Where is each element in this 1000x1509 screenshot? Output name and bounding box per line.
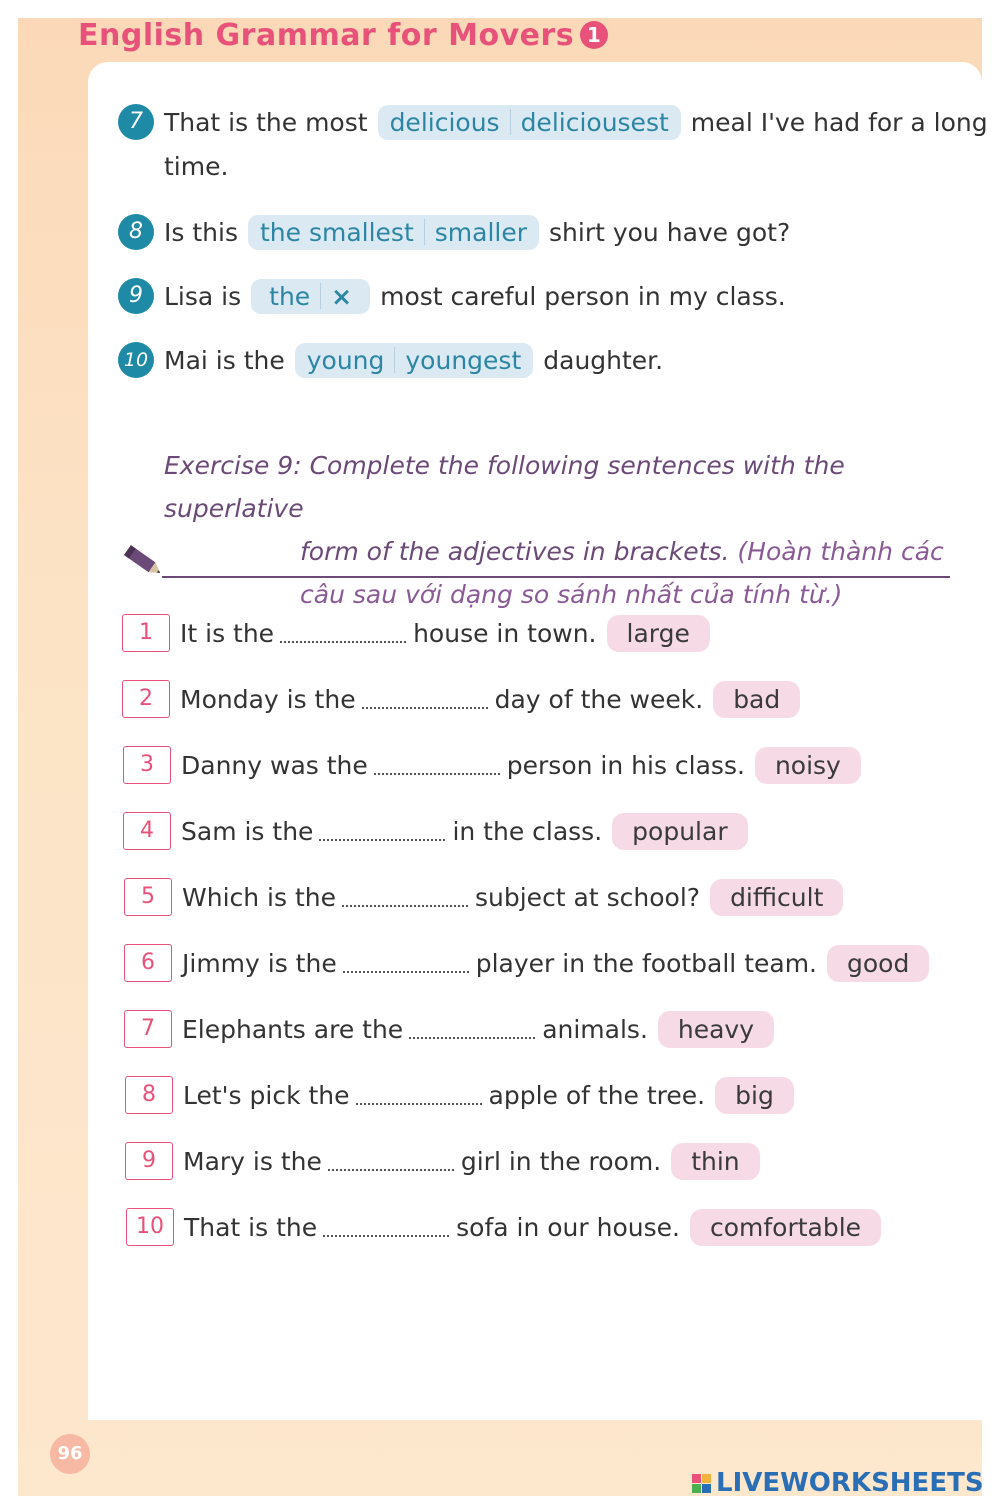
instruction-text-2: form of the adjectives in brackets. xyxy=(300,537,730,566)
item-number: 2 xyxy=(122,680,170,718)
item-text-after: house in town. xyxy=(413,618,597,648)
adjective-hint: big xyxy=(715,1077,794,1114)
choice-divider xyxy=(510,109,511,135)
adjective-hint: heavy xyxy=(658,1011,774,1048)
item-text-after: person in his class. xyxy=(506,750,745,780)
choice-box xyxy=(295,343,534,378)
adjective-hint: popular xyxy=(612,813,747,850)
exercise-item-7 xyxy=(124,1010,774,1048)
choice-option-b[interactable]: deliciousest xyxy=(520,107,669,137)
item-text-after: apple of the tree. xyxy=(488,1080,706,1110)
exercise-label: Exercise 9: xyxy=(164,451,302,480)
choice-question-8 xyxy=(118,214,790,250)
question-text-after: most careful person in my class. xyxy=(380,281,786,311)
answer-blank[interactable] xyxy=(356,1085,482,1105)
answer-blank[interactable] xyxy=(319,821,445,841)
item-text-before: Mary is the xyxy=(183,1146,322,1176)
adjective-hint: good xyxy=(827,945,929,982)
exercise-item-2 xyxy=(122,680,800,718)
item-text-before: Monday is the xyxy=(180,684,356,714)
answer-blank[interactable] xyxy=(328,1151,454,1171)
adjective-hint: difficult xyxy=(710,879,843,916)
answer-blank[interactable] xyxy=(362,689,488,709)
question-number: 8 xyxy=(118,214,154,250)
instruction-line-2 xyxy=(164,530,954,573)
exercise-item-9 xyxy=(125,1142,760,1180)
item-text-before: It is the xyxy=(180,618,275,648)
answer-blank[interactable] xyxy=(374,755,500,775)
item-text-before: That is the xyxy=(184,1212,318,1242)
answer-blank[interactable] xyxy=(323,1217,449,1237)
adjective-hint: thin xyxy=(671,1143,759,1180)
brand-grid-icon xyxy=(692,1474,711,1493)
answer-blank[interactable] xyxy=(342,887,468,907)
choice-divider xyxy=(424,219,425,245)
item-number: 7 xyxy=(124,1010,172,1048)
brand-name: LIVEWORKSHEETS xyxy=(716,1468,984,1498)
choice-option-a[interactable]: the smallest xyxy=(259,217,414,247)
question-text-after: shirt you have got? xyxy=(549,217,791,247)
question-number: 10 xyxy=(118,342,154,378)
answer-blank[interactable] xyxy=(409,1019,535,1039)
book-title-text: English Grammar for Movers xyxy=(78,18,575,53)
item-text-before: Jimmy is the xyxy=(182,948,337,978)
instruction-text-1: Complete the following sentences with the superlative xyxy=(164,451,845,523)
exercise-item-3 xyxy=(123,746,861,784)
question-text-after: daughter. xyxy=(543,345,664,375)
item-number: 4 xyxy=(123,812,171,850)
exercise-item-1 xyxy=(122,614,710,652)
exercise-item-6 xyxy=(124,944,929,982)
item-number: 8 xyxy=(125,1076,173,1114)
item-number: 9 xyxy=(125,1142,173,1180)
question-text-after: meal I've had for a long xyxy=(690,107,988,137)
choice-divider xyxy=(394,347,395,373)
instruction-line-1 xyxy=(164,444,954,530)
choice-divider xyxy=(320,283,321,309)
adjective-hint: noisy xyxy=(755,747,861,784)
brand-logo[interactable] xyxy=(692,1468,984,1498)
item-text-after: player in the football team. xyxy=(475,948,817,978)
question-text-before: Is this xyxy=(164,217,238,247)
item-number: 3 xyxy=(123,746,171,784)
choice-option-a[interactable]: young xyxy=(306,345,385,375)
item-text-after: animals. xyxy=(542,1014,648,1044)
choice-option-b[interactable]: youngest xyxy=(405,345,522,375)
item-text-after: day of the week. xyxy=(494,684,704,714)
page-number: 96 xyxy=(50,1434,90,1474)
translation-text-1: (Hoàn thành các xyxy=(737,537,944,566)
question-text-before: Lisa is xyxy=(164,281,242,311)
no-article-option-icon[interactable]: × xyxy=(331,281,353,311)
answer-blank[interactable] xyxy=(280,623,406,643)
heading-divider xyxy=(162,576,950,578)
choice-box xyxy=(248,215,539,250)
adjective-hint: comfortable xyxy=(690,1209,881,1246)
item-text-before: Let's pick the xyxy=(183,1080,350,1110)
item-text-after: subject at school? xyxy=(475,882,701,912)
book-number-badge: 1 xyxy=(580,21,608,49)
item-number: 10 xyxy=(126,1208,174,1246)
book-title xyxy=(78,18,608,53)
answer-blank[interactable] xyxy=(343,953,469,973)
item-number: 6 xyxy=(124,944,172,982)
item-text-before: Sam is the xyxy=(181,816,314,846)
item-text-after: in the class. xyxy=(452,816,603,846)
choice-option-b[interactable]: smaller xyxy=(434,217,527,247)
choice-option-a[interactable]: the xyxy=(269,281,311,311)
choice-box xyxy=(251,279,370,314)
question-number: 7 xyxy=(118,104,154,140)
item-text-before: Elephants are the xyxy=(182,1014,404,1044)
adjective-hint: large xyxy=(607,615,710,652)
item-number: 5 xyxy=(124,878,172,916)
choice-question-9 xyxy=(118,278,786,314)
question-7-continuation: time. xyxy=(164,152,229,181)
exercise-instructions xyxy=(164,444,954,616)
item-text-after: girl in the room. xyxy=(460,1146,662,1176)
exercise-item-4 xyxy=(123,812,748,850)
question-text-before: That is the most xyxy=(164,107,368,137)
choice-option-a[interactable]: delicious xyxy=(389,107,500,137)
exercise-item-5 xyxy=(124,878,843,916)
item-number: 1 xyxy=(122,614,170,652)
item-text-before: Which is the xyxy=(182,882,336,912)
exercise-item-8 xyxy=(125,1076,794,1114)
choice-question-7 xyxy=(118,104,988,140)
translation-text-2: câu sau với dạng so sánh nhất của tính từ.) xyxy=(300,580,843,609)
adjective-hint: bad xyxy=(713,681,800,718)
question-text-before: Mai is the xyxy=(164,345,285,375)
choice-question-10 xyxy=(118,342,663,378)
pencil-icon xyxy=(120,540,166,582)
item-text-after: sofa in our house. xyxy=(456,1212,680,1242)
choice-box xyxy=(378,105,681,140)
question-number: 9 xyxy=(118,278,154,314)
item-text-before: Danny was the xyxy=(181,750,368,780)
exercise-item-10 xyxy=(126,1208,881,1246)
